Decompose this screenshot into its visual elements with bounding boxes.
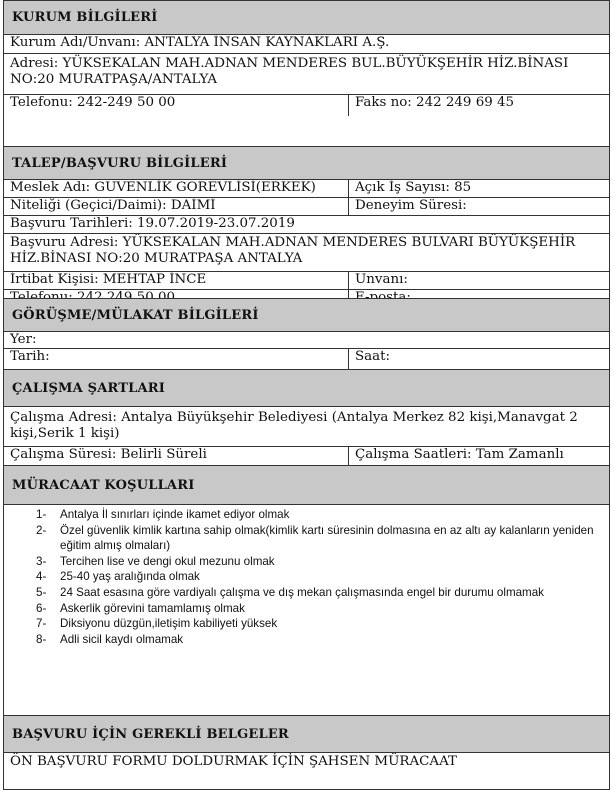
muracaat-item	[4, 601, 609, 617]
muracaat-item	[4, 585, 609, 601]
niteligi: Niteliği (Geçici/Daimi): DAİMİ	[4, 198, 349, 215]
section-header-muracaat: MÜRACAAT KOŞULLARI	[4, 465, 609, 505]
muracaat-item-number: 6-	[36, 601, 47, 615]
row-kurum-adres	[4, 54, 609, 95]
muracaat-item-number: 5-	[36, 585, 47, 599]
muracaat-item-text: Askerlik görevini tamamlamış olmak	[60, 601, 245, 615]
row-kurum-telefon	[4, 95, 609, 116]
muracaat-item	[4, 554, 609, 570]
section-header-gorusme: GÖRÜŞME/MÜLAKAT BİLGİLERİ	[4, 298, 609, 332]
deneyim-suresi: Deneyim Süresi:	[355, 198, 467, 213]
muracaat-item-text: Diksiyonu düzgün,iletişim kabiliyeti yüksek	[60, 617, 278, 631]
kurum-adi: Kurum Adı/Unvanı: ANTALYA İNSAN KAYNAKLARI A.Ş.	[10, 35, 390, 50]
row-basvuru-tarihleri	[4, 216, 609, 234]
irtibat-kisisi: İrtibat Kişisi: MEHTAP İNCE	[4, 272, 349, 289]
row-belgeler	[4, 753, 609, 790]
gorusme-saat: Saat:	[355, 349, 391, 364]
muracaat-item-number: 7-	[36, 617, 47, 631]
section-header-kurum: KURUM BİLGİLERİ	[4, 0, 609, 35]
row-basvuru-adresi	[4, 234, 609, 272]
kurum-adres: Adresi: YÜKSEKALAN MAH.ADNAN MENDERES BUL.BÜYÜKŞEHİR HİZ.BİNASI NO:20 MURATPAŞA/ANTALYA	[10, 56, 569, 87]
row-calisma-adresi	[4, 407, 609, 447]
unvani: Unvanı:	[355, 272, 408, 287]
calisma-suresi: Çalışma Süresi: Belirli Süreli	[4, 447, 349, 465]
row-calisma-suresi	[4, 447, 609, 465]
section-header-calisma: ÇALIŞMA ŞARTLARI	[4, 369, 609, 407]
gorusme-yer: Yer:	[10, 332, 37, 347]
row-tarih-saat	[4, 349, 609, 369]
muracaat-item	[4, 632, 609, 648]
muracaat-item-number: 4-	[36, 570, 47, 584]
acik-is-sayisi: Açık İş Sayısı: 85	[355, 180, 472, 195]
muracaat-item	[4, 569, 609, 585]
calisma-saatleri: Çalışma Saatleri: Tam Zamanlı	[355, 447, 564, 462]
muracaat-item-text: 25-40 yaş aralığında olmak	[60, 570, 200, 584]
muracaat-item-number: 3-	[36, 554, 47, 568]
row-nitelik	[4, 198, 609, 216]
muracaat-item-number: 8-	[36, 632, 47, 646]
muracaat-item-text: 24 Saat esasına göre vardiyalı çalışma ve dış mekan çalışmasında engel bir durumu olmamak	[60, 585, 544, 599]
muracaat-item	[4, 616, 609, 632]
muracaat-item-text: Adli sicil kaydı olmamak	[60, 632, 184, 646]
muracaat-conditions-list	[4, 507, 609, 647]
muracaat-item-text: Antalya İl sınırları içinde ikamet ediyor olmak	[60, 508, 290, 521]
section-header-belgeler: BAŞVURU İÇİN GEREKLİ BELGELER	[4, 715, 609, 753]
row-meslek	[4, 180, 609, 198]
kurum-telefon: Telefonu: 242-249 50 00	[4, 95, 349, 116]
basvuru-tarihleri: Başvuru Tarihleri: 19.07.2019-23.07.2019	[10, 216, 295, 231]
meslek-adi: Meslek Adı: GÜVENLİK GÖREVLİSİ(ERKEK)	[4, 180, 349, 197]
gorusme-tarih: Tarih:	[4, 349, 349, 369]
muracaat-item	[4, 507, 609, 523]
muracaat-item-text: Tercihen lise ve dengi okul mezunu olmak	[60, 554, 275, 568]
section-header-talep: TALEP/BAŞVURU BİLGİLERİ	[4, 146, 609, 180]
muracaat-item-number: 1-	[36, 508, 47, 521]
row-yer	[4, 332, 609, 349]
muracaat-item-text: Özel güvenlik kimlik kartına sahip olmak(kimlik kartı süresinin dolmasına en az altı ay kalanların yeniden eğitim almış olmaları)	[60, 523, 594, 553]
calisma-adresi: Çalışma Adresi: Antalya Büyükşehir Belediyesi (Antalya Merkez 82 kişi,Manavgat 2 kişi,Serik 1 kişi)	[10, 410, 578, 441]
muracaat-item-number: 2-	[36, 523, 47, 537]
kurum-faks: Faks no: 242 249 69 45	[355, 95, 515, 110]
empty-row	[4, 690, 609, 716]
row-kurum-adi	[4, 35, 609, 54]
belgeler-text: ÖN BAŞVURU FORMU DOLDURMAK İÇİN ŞAHSEN MÜRACAAT	[10, 754, 457, 769]
job-posting-document	[3, 0, 610, 790]
row-irtibat	[4, 272, 609, 290]
basvuru-adresi: Başvuru Adresi: YÜKSEKALAN MAH.ADNAN MENDERES BULVARI BÜYÜKŞEHİR HİZ.BİNASI NO:20 MURATPAŞA ANTALYA	[10, 235, 576, 266]
muracaat-item	[4, 523, 609, 554]
